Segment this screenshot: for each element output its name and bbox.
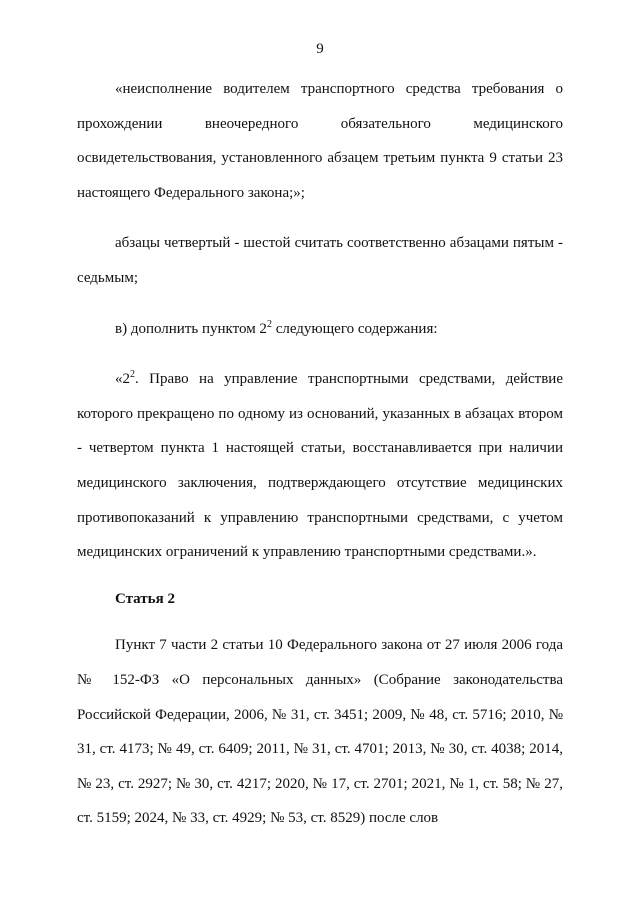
paragraph-renumbering: абзацы четвертый - шестой считать соответственно абзацами пятым - седьмым; bbox=[77, 235, 563, 286]
paragraph-amendment-text: «неисполнение водителем транспортного средства требования о прохождении внеочередного обязательного медицинского освидетельствования, установленного абзацем третьим пункта 9 статьи 23 настоящего Федерального закона;»; bbox=[77, 81, 563, 201]
document-body bbox=[77, 72, 563, 836]
text-segment: . Право на управление транспортными средствами, действие которого прекращено по одному из оснований, указанных в абзацах втором - четвертом пункта 1 настоящей статьи, восстанавливается при наличии медицинского заключения, подтверждающего отсутствие медицинских противопоказаний к управлению транспортными средствами, с учетом медицинских ограничений к управлению транспортными средствами.». bbox=[77, 371, 563, 561]
text-segment: в) дополнить пунктом 2 bbox=[115, 320, 267, 337]
text-segment: «2 bbox=[115, 371, 130, 388]
article-heading: Статья 2 bbox=[115, 590, 175, 607]
page-number: 9 bbox=[316, 41, 324, 57]
paragraph-article-2-text: Пункт 7 части 2 статьи 10 Федерального закона от 27 июля 2006 года № 152-ФЗ «О персональных данных» (Собрание законодательства Российской Федерации, 2006, № 31, ст. 3451; 2009, № 48, ст. 5716; 2010, № 31, ст. 4173; № 49, ст. 6409; 2011, № 31, ст. 4701; 2013, № 30, ст. 4038; 2014, № 23, ст. 2927; № 30, ст. 4217; 2020, № 17, ст. 2701; 2021, № 1, ст. 58; № 27, ст. 5159; 2024, № 33, ст. 4929; № 53, ст. 8529) после слов bbox=[77, 637, 563, 827]
text-segment: следующего содержания: bbox=[271, 320, 438, 337]
paragraph-new-point-text bbox=[77, 362, 563, 570]
superscript: 2 bbox=[130, 369, 135, 381]
superscript: 2 bbox=[266, 318, 272, 330]
paragraph-add-point bbox=[77, 312, 563, 347]
